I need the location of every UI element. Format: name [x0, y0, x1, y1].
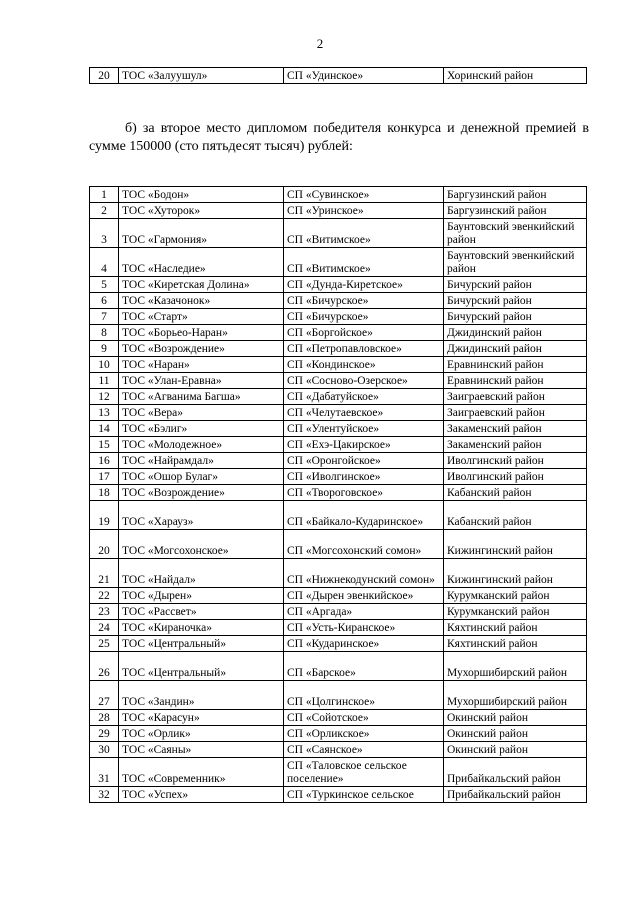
table-row — [90, 421, 587, 437]
tos-name: ТОС «Кираночка» — [119, 620, 284, 636]
row-number: 4 — [90, 248, 119, 277]
row-number: 19 — [90, 501, 119, 530]
row-number: 3 — [90, 219, 119, 248]
row-number: 27 — [90, 681, 119, 710]
settlement-name: СП «Удинское» — [284, 68, 444, 84]
table-row — [90, 277, 587, 293]
tos-name: ТОС «Казачонок» — [119, 293, 284, 309]
settlement-name: СП «Байкало-Кударинское» — [284, 501, 444, 530]
table-row — [90, 742, 587, 758]
tos-name: ТОС «Хуторок» — [119, 203, 284, 219]
settlement-name: СП «Таловское сельское поселение» — [284, 758, 444, 787]
award-paragraph: б) за второе место дипломом победителя конкурса и денежной премией в сумме 150000 (сто пятьдесят тысяч) рублей: — [89, 121, 589, 154]
district-name: Баунтовский эвенкийский район — [444, 219, 587, 248]
table-row — [90, 219, 587, 248]
page-number: 2 — [316, 36, 324, 51]
settlement-name: СП «Иволгинское» — [284, 469, 444, 485]
tos-name: ТОС «Вера» — [119, 405, 284, 421]
table-row — [90, 485, 587, 501]
row-number: 20 — [90, 68, 119, 84]
district-name: Заиграевский район — [444, 405, 587, 421]
district-name: Окинский район — [444, 710, 587, 726]
settlement-name: СП «Аргада» — [284, 604, 444, 620]
tos-name: ТОС «Молодежное» — [119, 437, 284, 453]
tos-name: ТОС «Улан-Еравна» — [119, 373, 284, 389]
tos-name: ТОС «Саяны» — [119, 742, 284, 758]
district-name: Мухоршибирский район — [444, 681, 587, 710]
row-number: 25 — [90, 636, 119, 652]
district-name: Кяхтинский район — [444, 636, 587, 652]
row-number: 10 — [90, 357, 119, 373]
top-table — [89, 67, 587, 84]
row-number: 29 — [90, 726, 119, 742]
row-number: 5 — [90, 277, 119, 293]
row-number: 2 — [90, 203, 119, 219]
tos-name: ТОС «Агванима Багша» — [119, 389, 284, 405]
district-name: Закаменский район — [444, 421, 587, 437]
district-name: Иволгинский район — [444, 469, 587, 485]
table-row — [90, 620, 587, 636]
district-name: Хоринский район — [444, 68, 587, 84]
district-name: Мухоршибирский район — [444, 652, 587, 681]
table-row — [90, 652, 587, 681]
settlement-name: СП «Саянское» — [284, 742, 444, 758]
row-number: 21 — [90, 559, 119, 588]
row-number: 17 — [90, 469, 119, 485]
table-row — [90, 309, 587, 325]
district-name: Заиграевский район — [444, 389, 587, 405]
settlement-name: СП «Уринское» — [284, 203, 444, 219]
settlement-name: СП «Цолгинское» — [284, 681, 444, 710]
settlement-name: СП «Твороговское» — [284, 485, 444, 501]
settlement-name: СП «Усть-Киранское» — [284, 620, 444, 636]
district-name: Прибайкальский район — [444, 787, 587, 803]
tos-name: ТОС «Могсохонское» — [119, 530, 284, 559]
row-number: 30 — [90, 742, 119, 758]
tos-name: ТОС «Харауз» — [119, 501, 284, 530]
row-number: 24 — [90, 620, 119, 636]
table-row — [90, 501, 587, 530]
tos-name: ТОС «Центральный» — [119, 652, 284, 681]
district-name: Закаменский район — [444, 437, 587, 453]
district-name: Курумканский район — [444, 604, 587, 620]
tos-name: ТОС «Бодон» — [119, 187, 284, 203]
table-row — [90, 559, 587, 588]
row-number: 23 — [90, 604, 119, 620]
table-row — [90, 248, 587, 277]
row-number: 18 — [90, 485, 119, 501]
table-row — [90, 68, 587, 84]
tos-name: ТОС «Современник» — [119, 758, 284, 787]
table-row — [90, 636, 587, 652]
row-number: 1 — [90, 187, 119, 203]
settlement-name: СП «Сувинское» — [284, 187, 444, 203]
table-row — [90, 373, 587, 389]
tos-name: ТОС «Старт» — [119, 309, 284, 325]
tos-name: ТОС «Возрождение» — [119, 485, 284, 501]
district-name: Кабанский район — [444, 485, 587, 501]
tos-name: ТОС «Наследие» — [119, 248, 284, 277]
settlement-name: СП «Дырен эвенкийское» — [284, 588, 444, 604]
table-row — [90, 530, 587, 559]
settlement-name: СП «Дабатуйское» — [284, 389, 444, 405]
tos-name: ТОС «Дырен» — [119, 588, 284, 604]
district-name: Еравнинский район — [444, 357, 587, 373]
settlement-name: СП «Бичурское» — [284, 309, 444, 325]
table-row — [90, 389, 587, 405]
tos-name: ТОС «Рассвет» — [119, 604, 284, 620]
settlement-name: СП «Оронгойское» — [284, 453, 444, 469]
row-number: 12 — [90, 389, 119, 405]
settlement-name: СП «Бичурское» — [284, 293, 444, 309]
district-name: Курумканский район — [444, 588, 587, 604]
settlement-name: СП «Кондинское» — [284, 357, 444, 373]
table-row — [90, 325, 587, 341]
district-name: Баргузинский район — [444, 203, 587, 219]
table-row — [90, 453, 587, 469]
settlement-name: СП «Петропавловское» — [284, 341, 444, 357]
tos-name: ТОС «Орлик» — [119, 726, 284, 742]
settlement-name: СП «Сосново-Озерское» — [284, 373, 444, 389]
tos-name: ТОС «Центральный» — [119, 636, 284, 652]
tos-name: ТОС «Киретская Долина» — [119, 277, 284, 293]
table-row — [90, 469, 587, 485]
district-name: Джидинский район — [444, 341, 587, 357]
district-name: Кижингинский район — [444, 559, 587, 588]
table-row — [90, 588, 587, 604]
settlement-name: СП «Барское» — [284, 652, 444, 681]
settlement-name: СП «Нижнекодунский сомон» — [284, 559, 444, 588]
row-number: 28 — [90, 710, 119, 726]
settlement-name: СП «Орликское» — [284, 726, 444, 742]
table-row — [90, 405, 587, 421]
settlement-name: СП «Дунда-Киретское» — [284, 277, 444, 293]
table-row — [90, 293, 587, 309]
tos-name: ТОС «Наран» — [119, 357, 284, 373]
district-name: Прибайкальский район — [444, 758, 587, 787]
tos-name: ТОС «Борьео-Наран» — [119, 325, 284, 341]
district-name: Кижингинский район — [444, 530, 587, 559]
row-number: 15 — [90, 437, 119, 453]
row-number: 6 — [90, 293, 119, 309]
row-number: 7 — [90, 309, 119, 325]
table-row — [90, 203, 587, 219]
district-name: Еравнинский район — [444, 373, 587, 389]
settlement-name: СП «Ехэ-Цакирское» — [284, 437, 444, 453]
tos-name: ТОС «Ошор Булаг» — [119, 469, 284, 485]
settlement-name: СП «Сойотское» — [284, 710, 444, 726]
district-name: Баунтовский эвенкийский район — [444, 248, 587, 277]
settlement-name: СП «Витимское» — [284, 219, 444, 248]
district-name: Бичурский район — [444, 277, 587, 293]
table-row — [90, 758, 587, 787]
tos-name: ТОС «Найрамдал» — [119, 453, 284, 469]
row-number: 14 — [90, 421, 119, 437]
row-number: 16 — [90, 453, 119, 469]
tos-name: ТОС «Карасун» — [119, 710, 284, 726]
row-number: 22 — [90, 588, 119, 604]
row-number: 31 — [90, 758, 119, 787]
tos-name: ТОС «Успех» — [119, 787, 284, 803]
row-number: 26 — [90, 652, 119, 681]
row-number: 8 — [90, 325, 119, 341]
table-row — [90, 341, 587, 357]
district-name: Баргузинский район — [444, 187, 587, 203]
tos-name: ТОС «Залуушул» — [119, 68, 284, 84]
table-row — [90, 787, 587, 803]
settlement-name: СП «Челутаевское» — [284, 405, 444, 421]
row-number: 13 — [90, 405, 119, 421]
district-name: Окинский район — [444, 726, 587, 742]
table-row — [90, 604, 587, 620]
tos-name: ТОС «Гармония» — [119, 219, 284, 248]
table-row — [90, 357, 587, 373]
settlement-name: СП «Улентуйское» — [284, 421, 444, 437]
table-row — [90, 726, 587, 742]
district-name: Бичурский район — [444, 293, 587, 309]
winners-table — [89, 186, 587, 803]
table-row — [90, 710, 587, 726]
row-number: 32 — [90, 787, 119, 803]
tos-name: ТОС «Зандин» — [119, 681, 284, 710]
settlement-name: СП «Витимское» — [284, 248, 444, 277]
tos-name: ТОС «Возрождение» — [119, 341, 284, 357]
settlement-name: СП «Кударинское» — [284, 636, 444, 652]
table-row — [90, 187, 587, 203]
district-name: Бичурский район — [444, 309, 587, 325]
tos-name: ТОС «Бэлиг» — [119, 421, 284, 437]
row-number: 9 — [90, 341, 119, 357]
row-number: 11 — [90, 373, 119, 389]
table-row — [90, 437, 587, 453]
district-name: Окинский район — [444, 742, 587, 758]
settlement-name: СП «Боргойское» — [284, 325, 444, 341]
district-name: Кабанский район — [444, 501, 587, 530]
row-number: 20 — [90, 530, 119, 559]
table-row — [90, 681, 587, 710]
district-name: Джидинский район — [444, 325, 587, 341]
tos-name: ТОС «Найдал» — [119, 559, 284, 588]
district-name: Иволгинский район — [444, 453, 587, 469]
settlement-name: СП «Туркинское сельское — [284, 787, 444, 803]
district-name: Кяхтинский район — [444, 620, 587, 636]
settlement-name: СП «Могсохонский сомон» — [284, 530, 444, 559]
